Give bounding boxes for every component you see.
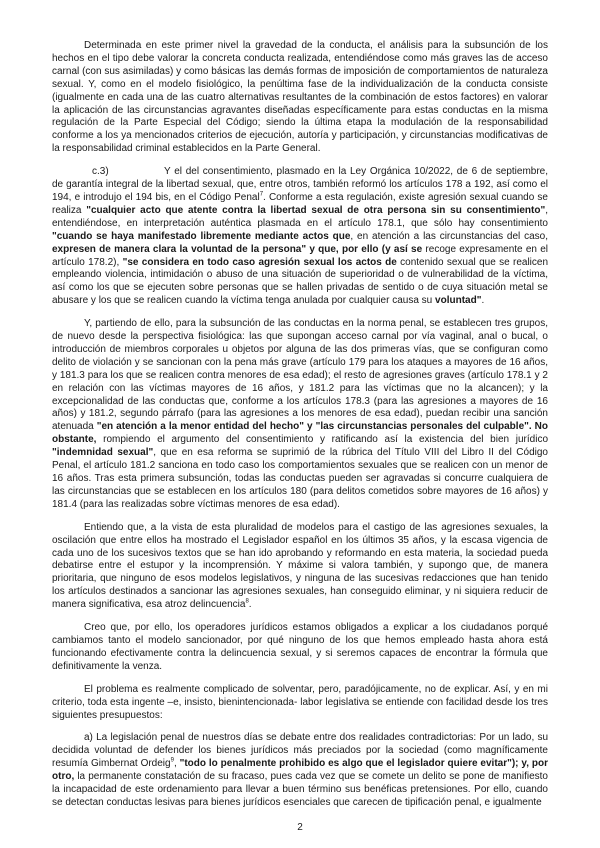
quote-bold: "todo lo penalmente prohibido es algo que el legislador quiere evitar"); y, por otro, — [52, 758, 548, 783]
text-run: a) La legislación penal de nuestros días se debate entre dos realidades contradictorias: Por un lado, su decidida voluntad de defender los bienes jurídicos más preciados por la sociedad (como magníficamente resumía Gimbernat Ordeig — [52, 732, 548, 770]
footnote-ref-7[interactable]: 7 — [259, 191, 264, 198]
text-run: recoge expresamente en el artículo 178.2), — [52, 243, 549, 268]
paragraph-subsuncion — [52, 318, 548, 512]
quote-bold: "indemnidad sexual" — [52, 447, 154, 459]
quote-bold: "cuando se haya manifestado libremente mediante actos que — [52, 230, 351, 242]
page-number: 2 — [297, 822, 303, 833]
text-run: la permanente constatación de su fracaso, pues cada vez que se comete un delito se pone de manifiesto la incapacidad de este ordenamiento para llevar a buen término sus benéficas pretensiones. Por ello, cuando se detectan conductas lesivas para bienes jurídicos esenciales que carecen de tipificación penal, e igualmente — [52, 771, 548, 808]
text-run: Y el del consentimiento, plasmado en la Ley Orgánica 10/2022, de 6 de septiembre, de garantía integral de la libertad sexual, que, entre otros, también reformó los artículos 178 a 192, así como el 194, e introdujo el 194 bis, en el Código Penal — [52, 166, 548, 203]
paragraph-consentimiento — [52, 166, 548, 308]
text-run: . — [481, 295, 485, 307]
section-label: c.3) — [92, 166, 109, 178]
text-run: . Conforme a esta regulación, existe agresión sexual cuando se realiza — [52, 191, 548, 216]
text-run: Y, partiendo de ello, para la subsunción de las conductas en la norma penal, se establecen tres grupos, de nuevo desde la perspectiva fisiológica: las que supongan acceso carnal por vía vaginal, anal o bucal, o introducción de miembros corporales u objetos por alguna de las dos primeras vías, que se configuran como delito de violación y se sancionan con la pena más grave (artículo 179 para los ataques a mayores de 16 años, y 181.3 para los que se realicen contra menores de esa edad); el resto de agresiones graves (artículo 178.1 y 2 en relación con las víctimas mayores de 16 años, y 181.2 para las víctimas que no la alcancen); y la excepcionalidad de las conductas que, conforme a los artículos 178.3 (para las agresiones a mayores de 16 años) y 181.2, segundo párrafo (para las agresiones a los menores de esa edad), puedan recibir una sanción atenuada — [52, 318, 548, 433]
text-run: rompiendo el argumento del consentimiento y ratificando así la existencia del bien jurídico — [96, 434, 548, 446]
quote-bold: "en atención a la menor entidad del hecho" y "las circunstancias personales del culpable". No obstante, — [52, 421, 548, 446]
footnote-ref-8[interactable]: 8 — [245, 598, 249, 605]
text-run: Entiendo que, a la vista de esta pluralidad de modelos para el castigo de las agresiones sexuales, la oscilación que entre ellos ha mostrado el Legislador español en los últimos 35 años, y la escasa vigencia de cada uno de los sucesivos textos que se han ido aprobando y reformando en esta materia, la sociedad pueda debatirse entre el estupor y la incomprensión. Y máxime si valora también, y supongo que, de manera prioritaria, que ninguno de esos modelos legislativos, y ninguna de las sucesivas redacciones que han tenido los artículos destinados a sancionar las agresiones sexuales, han conseguido eliminar, y ni siquiera reducir de manera significativa, esa atroz delincuencia — [52, 521, 548, 611]
list-item-a — [52, 732, 548, 809]
text-run: contenido sexual que se realicen empleando violencia, intimidación o abuso de una situación de superioridad o de vulnerabilidad de la víctima, así como los que se ejecuten sobre personas que se hallen privadas de sentido o de cuya situación metal se abusare y los que se realicen cuando la víctima tenga anulada por cualquier causa su — [52, 256, 549, 307]
text-run: . — [248, 599, 252, 611]
paragraph-problema: El problema es realmente complicado de solventar, pero, paradójicamente, no de explicar. Así, y en mi criterio, toda esta ingente –e, insisto, bienintencionada- labor legislativa se entiende con facilidad desde los tres siguientes presupuestos: — [52, 683, 548, 721]
text-run: , en atención a las circunstancias del caso, — [350, 230, 549, 242]
quote-bold: voluntad" — [435, 295, 482, 307]
quote-bold: "cualquier acto que atente contra la libertad sexual de otra persona sin su consentimiento" — [86, 204, 546, 216]
text-run: , que en esa reforma se suprimió de la rúbrica del Título VIII del Libro II del Código Penal, el artículo 181.2 sanciona en todo caso los comportamientos sexuales que se realicen con un menor de 16 años. Tras esta primera subsunción, todas las conductas pueden ser agravadas si concurre cualquiera de las circunstancias que se establecen en los artículos 180 (para delitos cometidos sobre mayores de 16 años) y 181.4 (para las realizadas sobre víctimas menores de esa edad). — [52, 447, 548, 510]
footnote-ref-9[interactable]: 9 — [170, 757, 174, 764]
paragraph-operadores: Creo que, por ello, los operadores jurídicos estamos obligados a explicar a los ciudadanos porqué cambiamos tanto el modelo sancionador, por qué ninguno de los que hemos empleado hasta ahora está funcionando efectivamente contra la delincuencia sexual, y si seremos capaces de encontrar la fórmula que definitivamente la venza. — [52, 622, 548, 672]
paragraph-gravedad: Determinada en este primer nivel la gravedad de la conducta, el análisis para la subsunción de los hechos en el tipo debe valorar la concreta conducta realizada, entendiéndose como más graves las de acceso carnal (con sus asimiladas) y como básicas las demás formas de imposición de comportamientos de naturaleza sexual. Y, como en el modelo fisiológico, la penúltima fase de la individualización de la conducta consiste (igualmente en cada una de las cuatro alternativas resultantes de la combinación de estos factores) en valorar la aplicación de las circunstancias agravantes diseñadas específicamente para estas conductas en la misma regulación de la Parte Especial del Código; siendo la última etapa la modulación de la responsabilidad conforme a los ya mencionados criterios de ejecución, autoría y participación, y circunstancias modificativas de la responsabilidad criminal establecidos en la Parte General. — [52, 40, 548, 155]
text-run: , entendiéndose, en interpretación auténtica plasmada en el artículo 178.1, que sólo hay consentimiento — [52, 204, 548, 229]
quote-bold: "se considera en todo caso agresión sexual los actos de — [122, 256, 397, 268]
paragraph-pluralidad — [52, 522, 548, 612]
quote-bold: expresen de manera clara la voluntad de la persona" y que, por ello (y así se — [52, 243, 423, 255]
text-run: , — [173, 758, 180, 770]
